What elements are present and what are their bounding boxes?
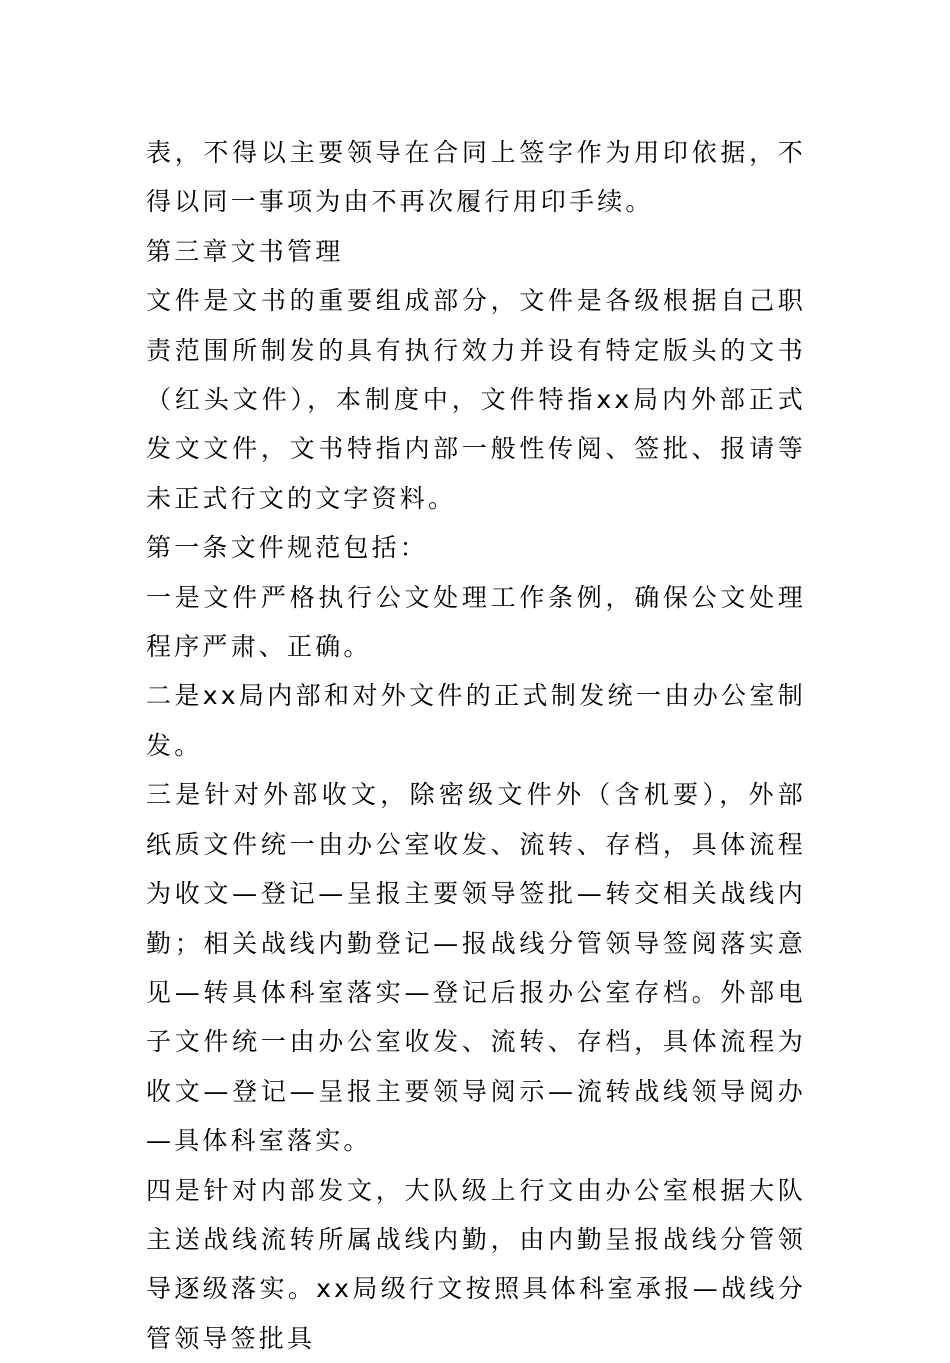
paragraph-continuation: 表，不得以主要领导在合同上签字作为用印依据，不得以同一事项为由不再次履行用印手续。 (146, 138, 806, 217)
list-item-1: 一是文件严格执行公文处理工作条例，确保公文处理程序严肃、正确。 (146, 582, 806, 662)
chapter-heading: 第三章文书管理 (146, 236, 344, 266)
list-item-4: 四是针对内部发文，大队级上行文由办公室根据大队主送战线流转所属战线内勤，由内勤呈报战线分管领导逐级落实。xx局级行文按照具体科室承报—战线分管领导签批具 (146, 1175, 806, 1353)
document-body (146, 128, 806, 1363)
list-item-3: 三是针对外部收文，除密级文件外（含机要），外部纸质文件统一由办公室收发、流转、存档，具体流程为收文—登记—呈报主要领导签批—转交相关战线内勤；相关战线内勤登记—报战线分管领导签阅落实意见—转具体科室落实—登记后报办公室存档。外部电子文件统一由办公室收发、流转、存档，具体流程为收文—登记—呈报主要领导阅示—流转战线领导阅办—具体科室落实。 (146, 780, 806, 1156)
paragraph-definition: 文件是文书的重要组成部分，文件是各级根据自己职责范围所制发的具有执行效力并设有特定版头的文书（红头文件），本制度中，文件特指xx局内外部正式发文文件，文书特指内部一般性传阅、签批、报请等未正式行文的文字资料。 (146, 286, 806, 513)
article-heading: 第一条文件规范包括： (146, 533, 429, 563)
list-item-2: 二是xx局内部和对外文件的正式制发统一由办公室制发。 (146, 681, 806, 760)
